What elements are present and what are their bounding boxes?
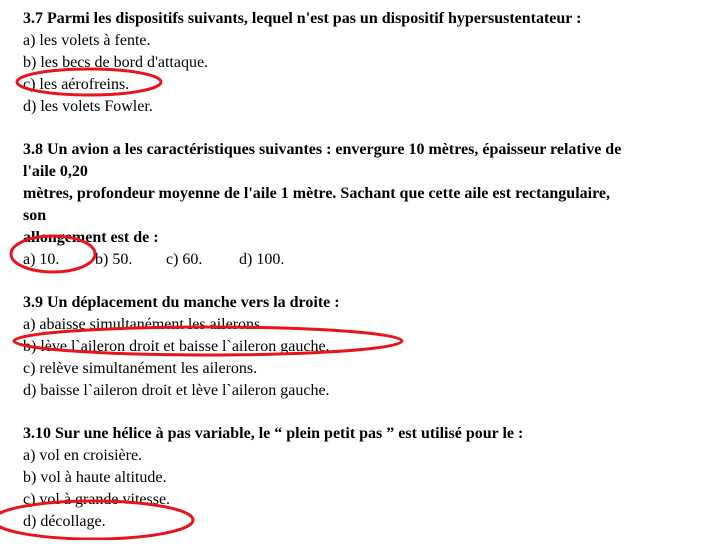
option-b: b) les becs de bord d'attaque. [23, 54, 209, 71]
option-d: d) décollage. [23, 513, 106, 530]
option-c: c) les aérofreins. [23, 76, 130, 93]
option-b: b) vol à haute altitude. [23, 469, 167, 486]
option-d: d) les volets Fowler. [23, 98, 153, 115]
question-3-7 [23, 8, 713, 118]
option-c: c) 60. [166, 251, 203, 268]
option-c: c) relève simultanément les ailerons. [23, 360, 258, 377]
question-title: 3.9 Un déplacement du manche vers la droite : [23, 294, 340, 311]
question-title-line: allongement est de : [23, 229, 159, 246]
question-title: 3.7 Parmi les dispositifs suivants, lequel n'est pas un dispositif hypersustentateur : [23, 10, 582, 27]
question-title-line: 3.8 Un avion a les caractéristiques suivantes : envergure 10 mètres, épaisseur relative de [23, 141, 622, 158]
question-title-line: l'aile 0,20 [23, 163, 88, 180]
question-3-8 [23, 139, 713, 271]
option-d: d) baisse l`aileron droit et lève l`aileron gauche. [23, 382, 330, 399]
question-title-line: son [23, 207, 47, 224]
question-title-line: mètres, profondeur moyenne de l'aile 1 mètre. Sachant que cette aile est rectangulaire, [23, 185, 611, 202]
question-title: 3.10 Sur une hélice à pas variable, le “ plein petit pas ” est utilisé pour le : [23, 425, 524, 442]
option-a: a) les volets à fente. [23, 32, 151, 49]
option-c: c) vol à grande vitesse. [23, 491, 171, 508]
option-a: a) vol en croisière. [23, 447, 143, 464]
option-b: b) lève l`aileron droit et baisse l`aileron gauche. [23, 338, 330, 355]
option-b: b) 50. [95, 251, 133, 268]
option-a: a) abaisse simultanément les ailerons. [23, 316, 265, 333]
question-3-10 [23, 423, 713, 533]
option-row [23, 249, 713, 271]
option-d: d) 100. [239, 251, 285, 268]
option-a: a) 10. [23, 251, 60, 268]
quiz-page [23, 8, 713, 554]
question-3-9 [23, 292, 713, 402]
